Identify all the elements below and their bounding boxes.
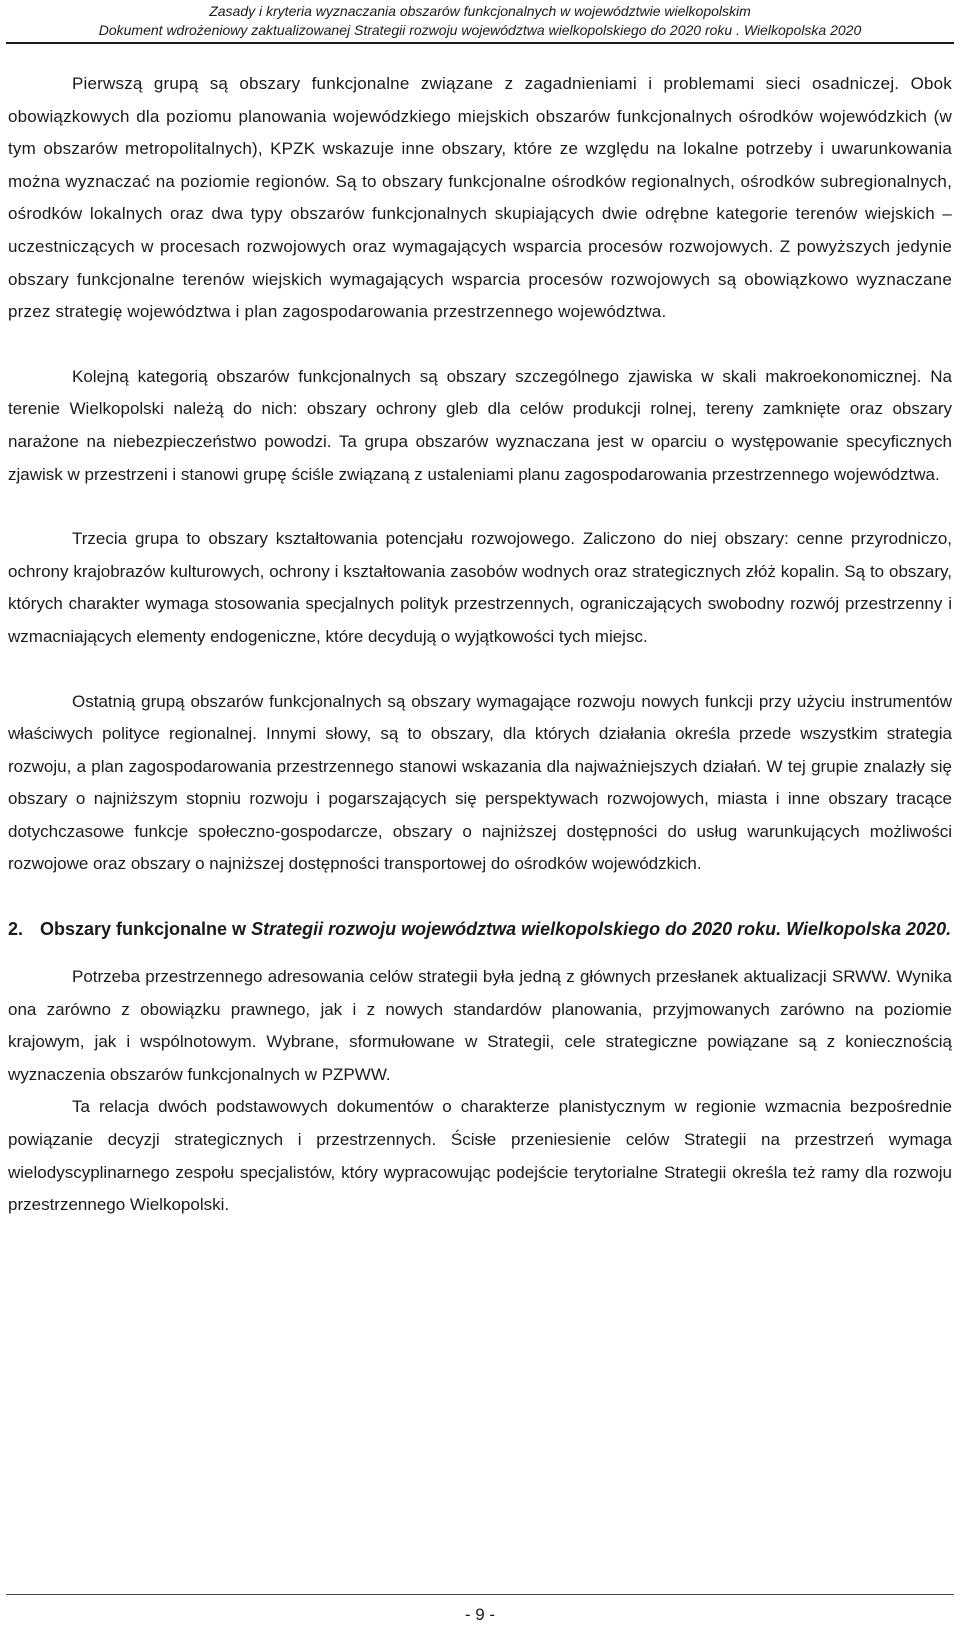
header-document-subtitle: Dokument wdrożeniowy zaktualizowanej Strategii rozwoju województwa wielkopolskiego do 2020 roku . Wielkopolska 2020	[98, 22, 862, 38]
paragraph-spacer	[8, 329, 952, 361]
section-heading	[8, 913, 952, 945]
header-document-title: Zasady i kryteria wyznaczania obszarów funkcjonalnych w województwie wielkopolskim	[209, 3, 751, 19]
paragraph-spacer	[8, 945, 952, 961]
section-title-prefix: Obszary funkcjonalne w	[40, 919, 252, 940]
paragraph-spacer	[8, 881, 952, 913]
paragraph-settlement-network: Pierwszą grupą są obszary funkcjonalne związane z zagadnieniami i problemami sieci osadniczej. Obok obowiązkowych dla poziomu planowania wojewódzkiego miejskich obszarów funkcjonalnych ośrodków wojewódzkich (w tym obszarów metropolitalnych), KPZK wskazuje inne obszary, które ze względu na lokalne potrzeby i uwarunkowania można wyznaczać na poziomie regionów. Są to obszary funkcjonalne ośrodków regionalnych, ośrodków subregionalnych, ośrodków lokalnych oraz dwa typy obszarów funkcjonalnych skupiających dwie odrębne kategorie terenów wiejskich – uczestniczących w procesach rozwojowych oraz wymagających wsparcia procesów rozwojowych. Z powyższych jedynie obszary funkcjonalne terenów wiejskich wymagających wsparcia procesów rozwojowych są obowiązkowo wyznaczane przez strategię województwa i plan zagospodarowania przestrzennego województwa.	[8, 74, 952, 322]
page-number: - 9 -	[464, 1605, 496, 1624]
running-header	[0, 0, 960, 40]
paragraph-document-relation: Ta relacja dwóch podstawowych dokumentów o charakterze planistycznym w regionie wzmacnia bezpośrednie powiązanie decyzji strategicznych i przestrzennych. Ścisłe przeniesienie celów Strategii na przestrzeń wymaga wielodyscyplinarnego zespołu specjalistów, który wypracowując podejście terytorialne Strategii określa też ramy dla rozwoju przestrzennego Wielkopolski.	[8, 1097, 952, 1215]
section-title-italic: Strategii rozwoju województwa wielkopolskiego do 2020 roku. Wielkopolska 2020.	[251, 919, 952, 940]
paragraph-spatial-addressing: Potrzeba przestrzennego adresowania celów strategii była jedną z głównych przesłanek aktualizacji SRWW. Wynika ona zarówno z obowiązku prawnego, jak i z nowych standardów planowania, przyjmowanych zarówno na poziomie krajowym, jak i wspólnotowym. Wybrane, sformułowane w Strategii, cele strategiczne powiązane są z koniecznością wyznaczenia obszarów funkcjonalnych w PZPWW.	[8, 967, 952, 1084]
header-divider	[6, 42, 954, 44]
document-body	[8, 68, 952, 1222]
section-number: 2.	[8, 919, 24, 940]
paragraph-spacer	[8, 654, 952, 686]
paragraph-macroeconomic-areas: Kolejną kategorią obszarów funkcjonalnych są obszary szczególnego zjawiska w skali makroekonomicznej. Na terenie Wielkopolski należą do nich: obszary ochrony gleb dla celów produkcji rolnej, tereny zamknięte oraz obszary narażone na niebezpieczeństwo powodzi. Ta grupa obszarów wyznaczana jest w oparciu o występowanie specyficznych zjawisk w przestrzeni i stanowi grupę ściśle związaną z ustaleniami planu zagospodarowania przestrzennego województwa.	[8, 366, 952, 484]
footer-divider	[6, 1594, 954, 1595]
paragraph-development-potential: Trzecia grupa to obszary kształtowania potencjału rozwojowego. Zaliczono do niej obszary: cenne przyrodniczo, ochrony krajobrazów kulturowych, ochrony i kształtowania zasobów wodnych oraz strategicznych złóż kopalin. Są to obszary, których charakter wymaga stosowania specjalnych polityk przestrzennych, ograniczających swobodny rozwój przestrzenny i wzmacniających elementy endogeniczne, które decydują o wyjątkowości tych miejsc.	[8, 529, 952, 646]
paragraph-new-functions: Ostatnią grupą obszarów funkcjonalnych są obszary wymagające rozwoju nowych funkcji przy użyciu instrumentów właściwych polityce regionalnej. Innymi słowy, są to obszary, dla których działania określa przede wszystkim strategia rozwoju, a plan zagospodarowania przestrzennego stanowi wskazania dla najważniejszych działań. W tej grupie znalazły się obszary o najniższym stopniu rozwoju i pogarszających się perspektywach rozwojowych, miasta i inne obszary tracące dotychczasowe funkcje społeczno-gospodarcze, obszary o najniższej dostępności do usług warunkujących możliwości rozwojowe oraz obszary o najniższej dostępności transportowej do ośrodków wojewódzkich.	[8, 691, 952, 874]
section-title	[40, 913, 952, 945]
paragraph-spacer	[8, 491, 952, 523]
